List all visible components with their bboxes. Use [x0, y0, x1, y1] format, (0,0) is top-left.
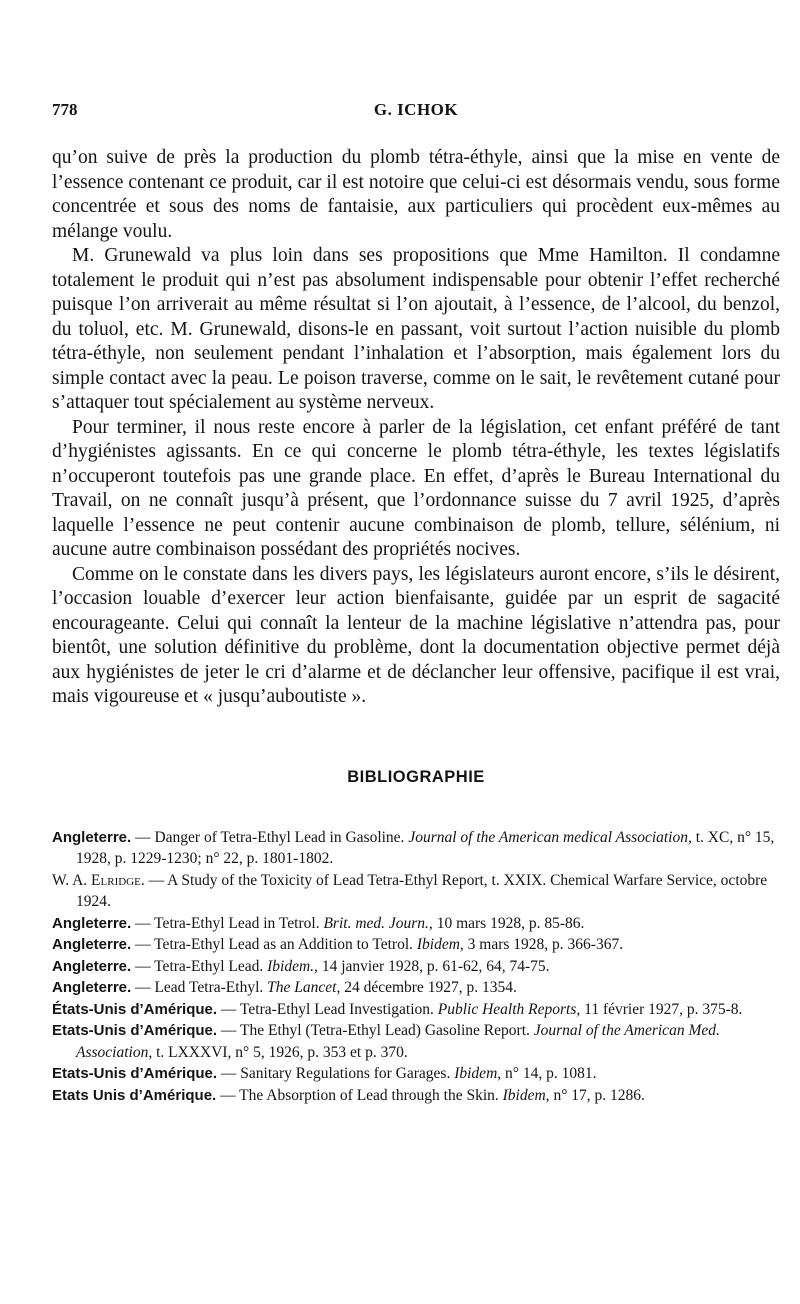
- entry-text: — Tetra-Ethyl Lead as an Addition to Tetrol.: [131, 936, 417, 953]
- bibliography-entry: [52, 827, 780, 870]
- entry-details: t. XC, n° 15, 1928, p. 1229-1230; n° 22, p. 1801-1802.: [76, 828, 775, 867]
- entry-text: — Lead Tetra-Ethyl.: [131, 979, 268, 996]
- entry-details: 24 décembre 1927, p. 1354.: [340, 979, 517, 996]
- bibliography-entry: [52, 1085, 780, 1107]
- entry-country: Angleterre.: [52, 828, 132, 846]
- paragraph: M. Grunewald va plus loin dans ses propositions que Mme Hamilton. Il condamne totalement le produit qui n’est pas absolument indispensable pour obtenir l’effet recherché puisque l’on arriverait au même résultat si l’on ajoutait, à l’essence, de l’alcool, du benzol, du toluol, etc. M. Grunewald, disons-le en passant, voit surtout l’action nuisible du plomb tétra-éthyle, non seulement pendant l’inhalation et l’absorption, mais également lors du simple contact avec la peau. Le poison traverse, comme on le sait, le revêtement cutané pour s’attaquer tout spécialement au système nerveux.: [52, 245, 780, 413]
- body-text: [52, 146, 780, 710]
- entry-details: 10 mars 1928, p. 85-86.: [432, 914, 585, 932]
- entry-text: — Tetra-Ethyl Lead.: [131, 957, 268, 975]
- entry-source: Brit. med. Journ.,: [323, 914, 433, 932]
- entry-text: — Tetra-Ethyl Lead Investigation.: [217, 1000, 438, 1018]
- entry-text: — Sanitary Regulations for Garages.: [217, 1065, 455, 1082]
- running-header: [52, 100, 780, 126]
- entry-country: États-Unis d’Amérique.: [52, 1000, 218, 1018]
- entry-country: Etats-Unis d’Amérique.: [52, 1065, 218, 1082]
- bibliography-entry: [52, 913, 780, 935]
- bibliography-list: [52, 827, 780, 1107]
- entry-details: n° 17, p. 1286.: [549, 1086, 645, 1104]
- bibliography-entry: [52, 1020, 780, 1063]
- page: [52, 100, 780, 1106]
- bibliography-entry: [52, 977, 780, 999]
- entry-source: Ibidem,: [454, 1065, 502, 1082]
- entry-text: — A Study of the Toxicity of Lead Tetra-Ethyl Report, t. XXIX. Chemical Warfare Service, octobre 1924.: [76, 871, 768, 910]
- paragraph: Pour terminer, il nous reste encore à parler de la législation, cet enfant préféré de tant d’hygiénistes agissants. En ce qui concerne le plomb tétra-éthyle, les textes législatifs n’occuperont toutefois pas une grande place. En effet, d’après le Bureau International du Travail, on ne connaît jusqu’à présent, que l’ordonnance suisse du 7 avril 1925, d’après laquelle l’essence ne peut contenir aucune combinaison de plomb, tellure, sélénium, ni aucune autre combinaison possédant des propriétés nocives.: [52, 416, 780, 560]
- entry-country: Etats Unis d’Amérique.: [52, 1086, 217, 1104]
- entry-details: t. LXXXVI, n° 5, 1926, p. 353 et p. 370.: [152, 1043, 408, 1061]
- entry-source: Public Health Reports,: [437, 1000, 581, 1018]
- entry-author: W. A. Elridge.: [52, 871, 145, 889]
- bibliography-entry: [52, 934, 780, 956]
- entry-text: — The Ethyl (Tetra-Ethyl Lead) Gasoline Report.: [217, 1022, 534, 1039]
- entry-details: n° 14, p. 1081.: [501, 1065, 597, 1082]
- bibliography-entry: [52, 870, 780, 913]
- paragraph: Comme on le constate dans les divers pays, les législateurs auront encore, s’ils le désirent, l’occasion louable d’exercer leur action bienfaisante, guidée par un esprit de sagacité encourageante. Celui qui connaît la lenteur de la machine législative n’attendra pas, pour bientôt, une solution définitive du problème, dont la documentation objective permet déjà aux hygiénistes de jeter le cri d’alarme et de déclancher leur offensive, pacifique il est vrai, mais vigoureuse et « jusqu’auboutiste ».: [52, 563, 780, 707]
- entry-text: — The Absorption of Lead through the Skin.: [216, 1086, 503, 1104]
- entry-country: Angleterre.: [52, 914, 132, 932]
- entry-details: 11 février 1927, p. 375-8.: [580, 1000, 743, 1018]
- page-number: 778: [52, 100, 78, 119]
- entry-source: Journal of the American Med. Association,: [76, 1022, 720, 1061]
- bibliography-entry: [52, 956, 780, 978]
- entry-source: Ibidem.,: [267, 957, 318, 975]
- entry-source: Ibidem,: [502, 1086, 550, 1104]
- bibliography-entry: [52, 1063, 780, 1085]
- entry-details: 3 mars 1928, p. 366-367.: [463, 936, 624, 953]
- entry-source: Journal of the American medical Association,: [408, 828, 692, 846]
- entry-source: Ibidem,: [416, 936, 464, 953]
- running-author: G. ICHOK: [373, 100, 459, 119]
- bibliography-title: BIBLIOGRAPHIE: [347, 767, 485, 786]
- entry-country: Etats-Unis d’Amérique.: [52, 1022, 218, 1039]
- entry-text: — Tetra-Ethyl Lead in Tetrol.: [131, 914, 324, 932]
- entry-details: 14 janvier 1928, p. 61-62, 64, 74-75.: [317, 957, 550, 975]
- bibliography-entry: [52, 999, 780, 1021]
- entry-text: — Danger of Tetra-Ethyl Lead in Gasoline.: [131, 828, 409, 846]
- entry-country: Angleterre.: [52, 979, 132, 996]
- paragraph: qu’on suive de près la production du plomb tétra-éthyle, ainsi que la mise en vente de l’essence contenant ce produit, car il est notoire que celui-ci est désormais vendu, sous forme concentrée et sous des noms de fantaisie, aux particuliers qui procèdent eux-mêmes au mélange voulu.: [52, 147, 780, 242]
- entry-country: Angleterre.: [52, 957, 132, 975]
- entry-source: The Lancet,: [267, 979, 341, 996]
- entry-country: Angleterre.: [52, 936, 132, 953]
